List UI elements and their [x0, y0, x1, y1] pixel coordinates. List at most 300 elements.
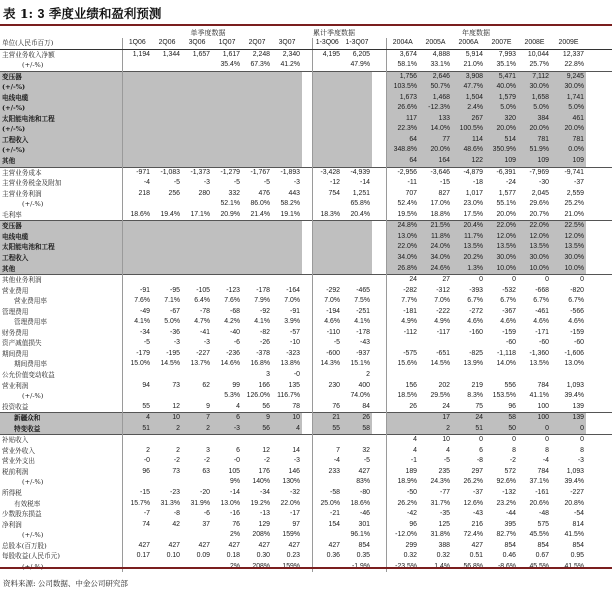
cumulative-cell [312, 370, 342, 381]
annual-cell: 0.51 [469, 552, 483, 560]
spacer [372, 60, 386, 71]
row-label: 税前利润 [2, 467, 29, 476]
quarterly-cell: 10 [272, 413, 302, 424]
quarterly-cell: 56 [262, 402, 270, 410]
annual-cell: 12,337 [562, 50, 584, 58]
quarterly-cell [152, 370, 182, 381]
quarterly-cell: 116.7% [277, 392, 300, 400]
quarterly-cell [242, 275, 272, 286]
annual-cell: 50.7% [419, 82, 452, 93]
column-header: 1Q07 [212, 38, 242, 49]
quarterly-cell [182, 530, 212, 541]
cumulative-cell [342, 145, 372, 156]
annual-cell: -825 [469, 349, 483, 357]
quarterly-cell: 0.30 [256, 552, 270, 560]
annual-cell: 92.6% [496, 478, 516, 486]
quarterly-cell: 42 [172, 520, 180, 528]
annual-cell: 164 [419, 156, 452, 167]
quarterly-cell: -3 [203, 339, 210, 347]
spacer [372, 456, 386, 467]
quarterly-cell [212, 370, 242, 381]
quarterly-cell: -236 [226, 349, 240, 357]
spacer [302, 296, 312, 307]
quarterly-cell [152, 530, 182, 541]
annual-cell: 51 [452, 424, 485, 435]
quarterly-cell: -164 [286, 286, 300, 294]
spacer [586, 60, 612, 71]
quarterly-cell: -105 [196, 286, 210, 294]
quarterly-cell [152, 145, 182, 156]
annual-cell: 781 [518, 135, 551, 146]
quarterly-cell [242, 93, 272, 104]
quarterly-cell [242, 221, 272, 232]
quarterly-cell: 73 [172, 381, 180, 389]
table-row [0, 551, 612, 562]
annual-cell: 4.6% [467, 318, 483, 326]
quarterly-cell [212, 145, 242, 156]
table-title-prefix: 表 1: [3, 6, 34, 21]
quarterly-cell [152, 124, 182, 135]
quarterly-cell: 6 [236, 446, 240, 454]
table-row [0, 381, 612, 392]
cumulative-cell: 4.6% [312, 317, 342, 328]
annual-cell: 20.0% [551, 124, 586, 135]
quarterly-cell: -3 [173, 339, 180, 347]
row-label: 管理费用率 [14, 318, 47, 327]
annual-cell: -112 [386, 328, 419, 339]
quarterly-cell: 4.1% [122, 317, 152, 328]
bottom-rule [0, 567, 612, 569]
annual-cell [452, 370, 485, 381]
spacer [302, 189, 312, 200]
spacer [372, 435, 386, 446]
spacer [586, 307, 612, 318]
spacer [372, 199, 386, 210]
quarterly-cell [212, 263, 242, 274]
annual-cell: 12.0% [518, 232, 551, 243]
spacer [586, 328, 612, 339]
cumulative-cell [342, 135, 372, 146]
row-label: 电线电缆 [0, 232, 122, 243]
annual-cell: 109 [551, 156, 586, 167]
column-header-row [0, 38, 612, 49]
cumulative-cell [312, 221, 342, 232]
spacer [302, 551, 312, 562]
quarterly-cell: 443 [288, 189, 300, 197]
annual-cell: 189 [386, 467, 419, 478]
quarterly-cell [122, 156, 152, 167]
quarterly-cell [212, 232, 242, 243]
row-label: 管理费用 [2, 307, 29, 316]
annual-cell: 125 [438, 520, 450, 528]
spacer [586, 520, 612, 531]
annual-cell: 388 [438, 541, 450, 549]
quarterly-cell: -36 [170, 328, 180, 336]
cumulative-cell: -251 [356, 307, 370, 315]
quarterly-cell [182, 82, 212, 93]
quarterly-cell [182, 370, 212, 381]
spacer [372, 499, 386, 510]
quarterly-cell: 2 [122, 446, 152, 457]
spacer [302, 317, 312, 328]
annual-cell: 20.0% [419, 145, 452, 156]
table-row [0, 349, 612, 360]
spacer [302, 167, 312, 178]
table-row [0, 307, 612, 318]
cumulative-cell: 76 [312, 402, 342, 413]
annual-cell: 4,888 [432, 50, 450, 58]
quarterly-cell: 7.6% [224, 297, 240, 305]
annual-cell: 0 [551, 424, 586, 435]
annual-cell: 109 [485, 156, 518, 167]
quarterly-cell [152, 275, 182, 286]
table-row [0, 456, 612, 467]
annual-cell: 20.0% [496, 210, 516, 218]
spacer [302, 541, 312, 552]
spacer [586, 275, 612, 286]
spacer [586, 221, 612, 232]
spacer [302, 286, 312, 297]
spacer [372, 275, 386, 286]
row-label: 营业外支出 [2, 457, 35, 466]
spacer [302, 232, 312, 243]
quarterly-cell: 176 [258, 467, 270, 475]
annual-cell: -6,391 [485, 167, 518, 178]
annual-cell: 13.5% [485, 242, 518, 253]
spacer [372, 402, 386, 413]
spacer [586, 253, 612, 264]
table-row [0, 286, 612, 297]
quarterly-cell: 140% [252, 478, 270, 486]
spacer [302, 221, 312, 232]
annual-cell [386, 413, 419, 424]
quarterly-cell: 0.23 [286, 552, 300, 560]
row-label: 投资收益 [2, 402, 29, 411]
quarterly-cell: 41.2% [280, 61, 300, 69]
cumulative-cell [312, 82, 342, 93]
annual-cell: 72.4% [463, 531, 483, 539]
spacer [586, 435, 612, 446]
quarterly-cell [272, 145, 302, 156]
spacer [302, 156, 312, 167]
quarterly-cell: 96 [122, 467, 152, 478]
spacer [302, 307, 312, 318]
annual-cell: 40.0% [485, 82, 518, 93]
annual-cell: 19.5% [386, 210, 419, 221]
annual-cell: 10.0% [551, 263, 586, 274]
quarterly-cell: -91 [122, 286, 152, 297]
spacer [372, 467, 386, 478]
annual-cell: 31.7% [430, 499, 450, 507]
annual-cell: -461 [535, 307, 549, 315]
quarterly-cell [272, 242, 302, 253]
annual-cell: 297 [471, 467, 483, 475]
spacer [372, 413, 386, 424]
annual-cell: 35.1% [496, 61, 516, 69]
quarterly-cell: -3 [293, 457, 300, 465]
annual-cell: 4 [386, 446, 419, 457]
quarterly-cell [272, 435, 302, 446]
quarterly-cell: -971 [122, 167, 152, 178]
quarterly-cell [212, 435, 242, 446]
spacer [586, 381, 612, 392]
spacer [372, 71, 386, 82]
annual-cell: 827 [438, 189, 450, 197]
cumulative-cell [342, 242, 372, 253]
annual-cell: 100.5% [452, 124, 485, 135]
quarterly-cell: -49 [122, 307, 152, 318]
cumulative-cell: -292 [312, 286, 342, 297]
annual-cell: 55.1% [496, 200, 516, 208]
quarterly-cell [242, 253, 272, 264]
cumulative-cell: -12 [312, 178, 342, 189]
quarterly-cell [152, 135, 182, 146]
quarterly-cell [242, 263, 272, 274]
annual-cell: 58.1% [386, 60, 419, 71]
cumulative-cell [312, 199, 342, 210]
quarterly-cell [272, 156, 302, 167]
annual-cell: -48 [539, 510, 549, 518]
quarterly-cell: -32 [290, 488, 300, 496]
quarterly-cell: 0.09 [196, 552, 210, 560]
cumulative-cell: -5 [363, 457, 370, 465]
quarterly-cell [272, 232, 302, 243]
table-row [0, 402, 612, 413]
table-row [0, 488, 612, 499]
quarterly-cell [212, 114, 242, 125]
quarterly-cell: 94 [122, 381, 152, 392]
quarterly-cell: -41 [200, 328, 210, 336]
quarterly-cell: -179 [122, 349, 152, 360]
cumulative-cell: 47.9% [350, 61, 370, 69]
annual-cell: -15 [440, 179, 450, 187]
spacer [302, 124, 312, 135]
quarterly-cell [212, 275, 242, 286]
quarterly-cell: 15.0% [122, 359, 152, 370]
cumulative-cell: 84 [362, 402, 370, 410]
cumulative-cell: 6,205 [352, 50, 370, 58]
spacer [302, 60, 312, 71]
quarterly-cell: 9 [242, 413, 272, 424]
quarterly-cell: -68 [230, 307, 240, 315]
spacer [372, 103, 386, 114]
spacer [586, 145, 612, 156]
quarterly-cell: 126.0% [246, 392, 270, 400]
quarterly-cell: -3 [203, 179, 210, 187]
annual-cell: 103.5% [386, 82, 419, 93]
annual-cell: 20.2% [452, 253, 485, 264]
spacer [372, 424, 386, 435]
quarterly-cell: 7 [182, 413, 212, 424]
annual-cell: 10.0% [518, 263, 551, 274]
table-row [0, 114, 612, 125]
annual-cell: -117 [436, 328, 450, 336]
spacer [302, 446, 312, 457]
annual-cell: 21.0% [564, 210, 584, 218]
spacer [302, 253, 312, 264]
cumulative-cell: 1,251 [352, 189, 370, 197]
quarterly-cell: -5 [122, 338, 152, 349]
table-row [0, 253, 612, 264]
annual-cell: 7.0% [434, 297, 450, 305]
spacer [586, 488, 612, 499]
spacer [372, 242, 386, 253]
spacer [586, 263, 612, 274]
annual-cell: 139 [572, 402, 584, 410]
cumulative-cell: -110 [312, 328, 342, 339]
quarterly-cell: -123 [226, 286, 240, 294]
cumulative-cell [312, 124, 342, 135]
annual-cell: 7.7% [386, 296, 419, 307]
quarterly-cell [122, 391, 152, 402]
quarterly-cell [272, 103, 302, 114]
table-row [0, 424, 612, 435]
quarterly-cell: -1,767 [242, 167, 272, 178]
cumulative-cell: 15.1% [350, 360, 370, 368]
spacer [372, 381, 386, 392]
spacer [302, 370, 312, 381]
quarterly-cell: -1,373 [182, 167, 212, 178]
spacer [302, 435, 312, 446]
quarterly-cell: -14 [230, 488, 240, 496]
quarterly-cell [242, 103, 272, 114]
column-header: 2006A [452, 38, 485, 49]
quarterly-cell [182, 135, 212, 146]
annual-cell: 27 [419, 275, 452, 286]
annual-cell: -227 [570, 488, 584, 496]
spacer [586, 359, 612, 370]
cumulative-cell: 18.6% [350, 499, 370, 507]
annual-cell: 21.0% [463, 61, 483, 69]
cumulative-cell [312, 435, 342, 446]
annual-cell: 6.7% [568, 297, 584, 305]
spacer [586, 114, 612, 125]
annual-cell: 2.4% [452, 103, 485, 114]
annual-cell: 0.95 [570, 552, 584, 560]
annual-cell: 41.5% [564, 531, 584, 539]
quarterly-cell: 1,344 [162, 50, 180, 58]
cumulative-cell: -178 [356, 328, 370, 336]
column-header: 1-3Q07 [342, 38, 372, 49]
quarterly-cell: -26 [260, 339, 270, 347]
quarterly-cell: 7.6% [122, 296, 152, 307]
spacer [586, 296, 612, 307]
quarterly-cell [152, 391, 182, 402]
quarterly-cell [242, 242, 272, 253]
annual-cell: 4 [386, 435, 419, 446]
spacer [372, 509, 386, 520]
annual-cell: 33.1% [430, 61, 450, 69]
spacer [302, 509, 312, 520]
spacer [302, 263, 312, 274]
row-label: (+/-%) [0, 124, 122, 135]
quarterly-cell [122, 60, 152, 71]
cumulative-cell [312, 103, 342, 114]
annual-cell: 20.0% [518, 124, 551, 135]
annual-cell: 1,577 [498, 189, 516, 197]
annual-cell: -77 [440, 488, 450, 496]
annual-cell: 34.0% [419, 253, 452, 264]
cumulative-cell [312, 60, 342, 71]
quarterly-cell: 13.8% [280, 360, 300, 368]
annual-cell: 20.8% [564, 499, 584, 507]
quarterly-cell [152, 82, 182, 93]
spacer [372, 156, 386, 167]
quarterly-cell: -1,083 [152, 167, 182, 178]
spacer [586, 509, 612, 520]
annual-cell [386, 370, 419, 381]
quarterly-cell: -323 [286, 349, 300, 357]
quarterly-cell: 14.5% [160, 360, 180, 368]
annual-cell: 11.8% [419, 232, 452, 243]
annual-cell: 22.3% [386, 124, 419, 135]
row-label: 特变收益 [0, 424, 122, 435]
annual-cell: 4.9% [386, 317, 419, 328]
annual-cell [419, 338, 452, 349]
spacer [372, 135, 386, 146]
quarterly-cell [182, 391, 212, 402]
quarterly-cell: 58.2% [280, 200, 300, 208]
quarterly-cell: 63 [202, 467, 210, 475]
quarterly-cell: -195 [166, 349, 180, 357]
annual-cell: 0 [551, 275, 586, 286]
annual-cell: -24 [506, 179, 516, 187]
annual-cell: 814 [572, 520, 584, 528]
annual-cell: 139 [551, 413, 586, 424]
quarterly-cell [122, 114, 152, 125]
spacer [586, 49, 612, 60]
annual-cell: 784 [537, 467, 549, 475]
row-label: 所得税 [2, 488, 22, 497]
quarterly-cell: 16.8% [250, 360, 270, 368]
annual-cell: 96 [386, 520, 419, 531]
annual-cell: -1,360 [529, 349, 549, 357]
annual-cell: 75 [475, 402, 483, 410]
quarterly-cell [242, 135, 272, 146]
table-row [0, 232, 612, 243]
cumulative-cell: -4,939 [342, 167, 372, 178]
spacer [372, 221, 386, 232]
annual-cell: -3,646 [419, 167, 452, 178]
annual-cell: -367 [502, 307, 516, 315]
quarterly-cell [212, 93, 242, 104]
row-label: 其他 [0, 156, 122, 167]
annual-cell: 13.9% [463, 360, 483, 368]
column-header: 2004A [386, 38, 419, 49]
spacer [372, 167, 386, 178]
annual-cell: 30.0% [551, 253, 586, 264]
annual-cell: 2,646 [419, 71, 452, 82]
quarterly-cell [182, 103, 212, 114]
cumulative-cell: 2 [366, 370, 370, 378]
quarterly-cell: 4.2% [224, 318, 240, 326]
column-header: 1Q06 [122, 38, 152, 49]
row-label: 主营业务税金及附加 [2, 179, 62, 188]
quarterly-cell: -3 [293, 179, 300, 187]
source-note: 资料来源: 公司数据、中金公司研究部 [3, 579, 128, 588]
annual-cell: -12.0% [386, 530, 419, 541]
cumulative-cell [312, 232, 342, 243]
quarterly-cell [182, 263, 212, 274]
annual-cell: 26 [386, 402, 419, 413]
spacer [586, 530, 612, 541]
cumulative-cell [342, 93, 372, 104]
table-row [0, 467, 612, 478]
spacer [372, 232, 386, 243]
annual-cell: 109 [518, 156, 551, 167]
annual-cell: 18.8% [430, 210, 450, 218]
quarterly-cell [152, 71, 182, 82]
